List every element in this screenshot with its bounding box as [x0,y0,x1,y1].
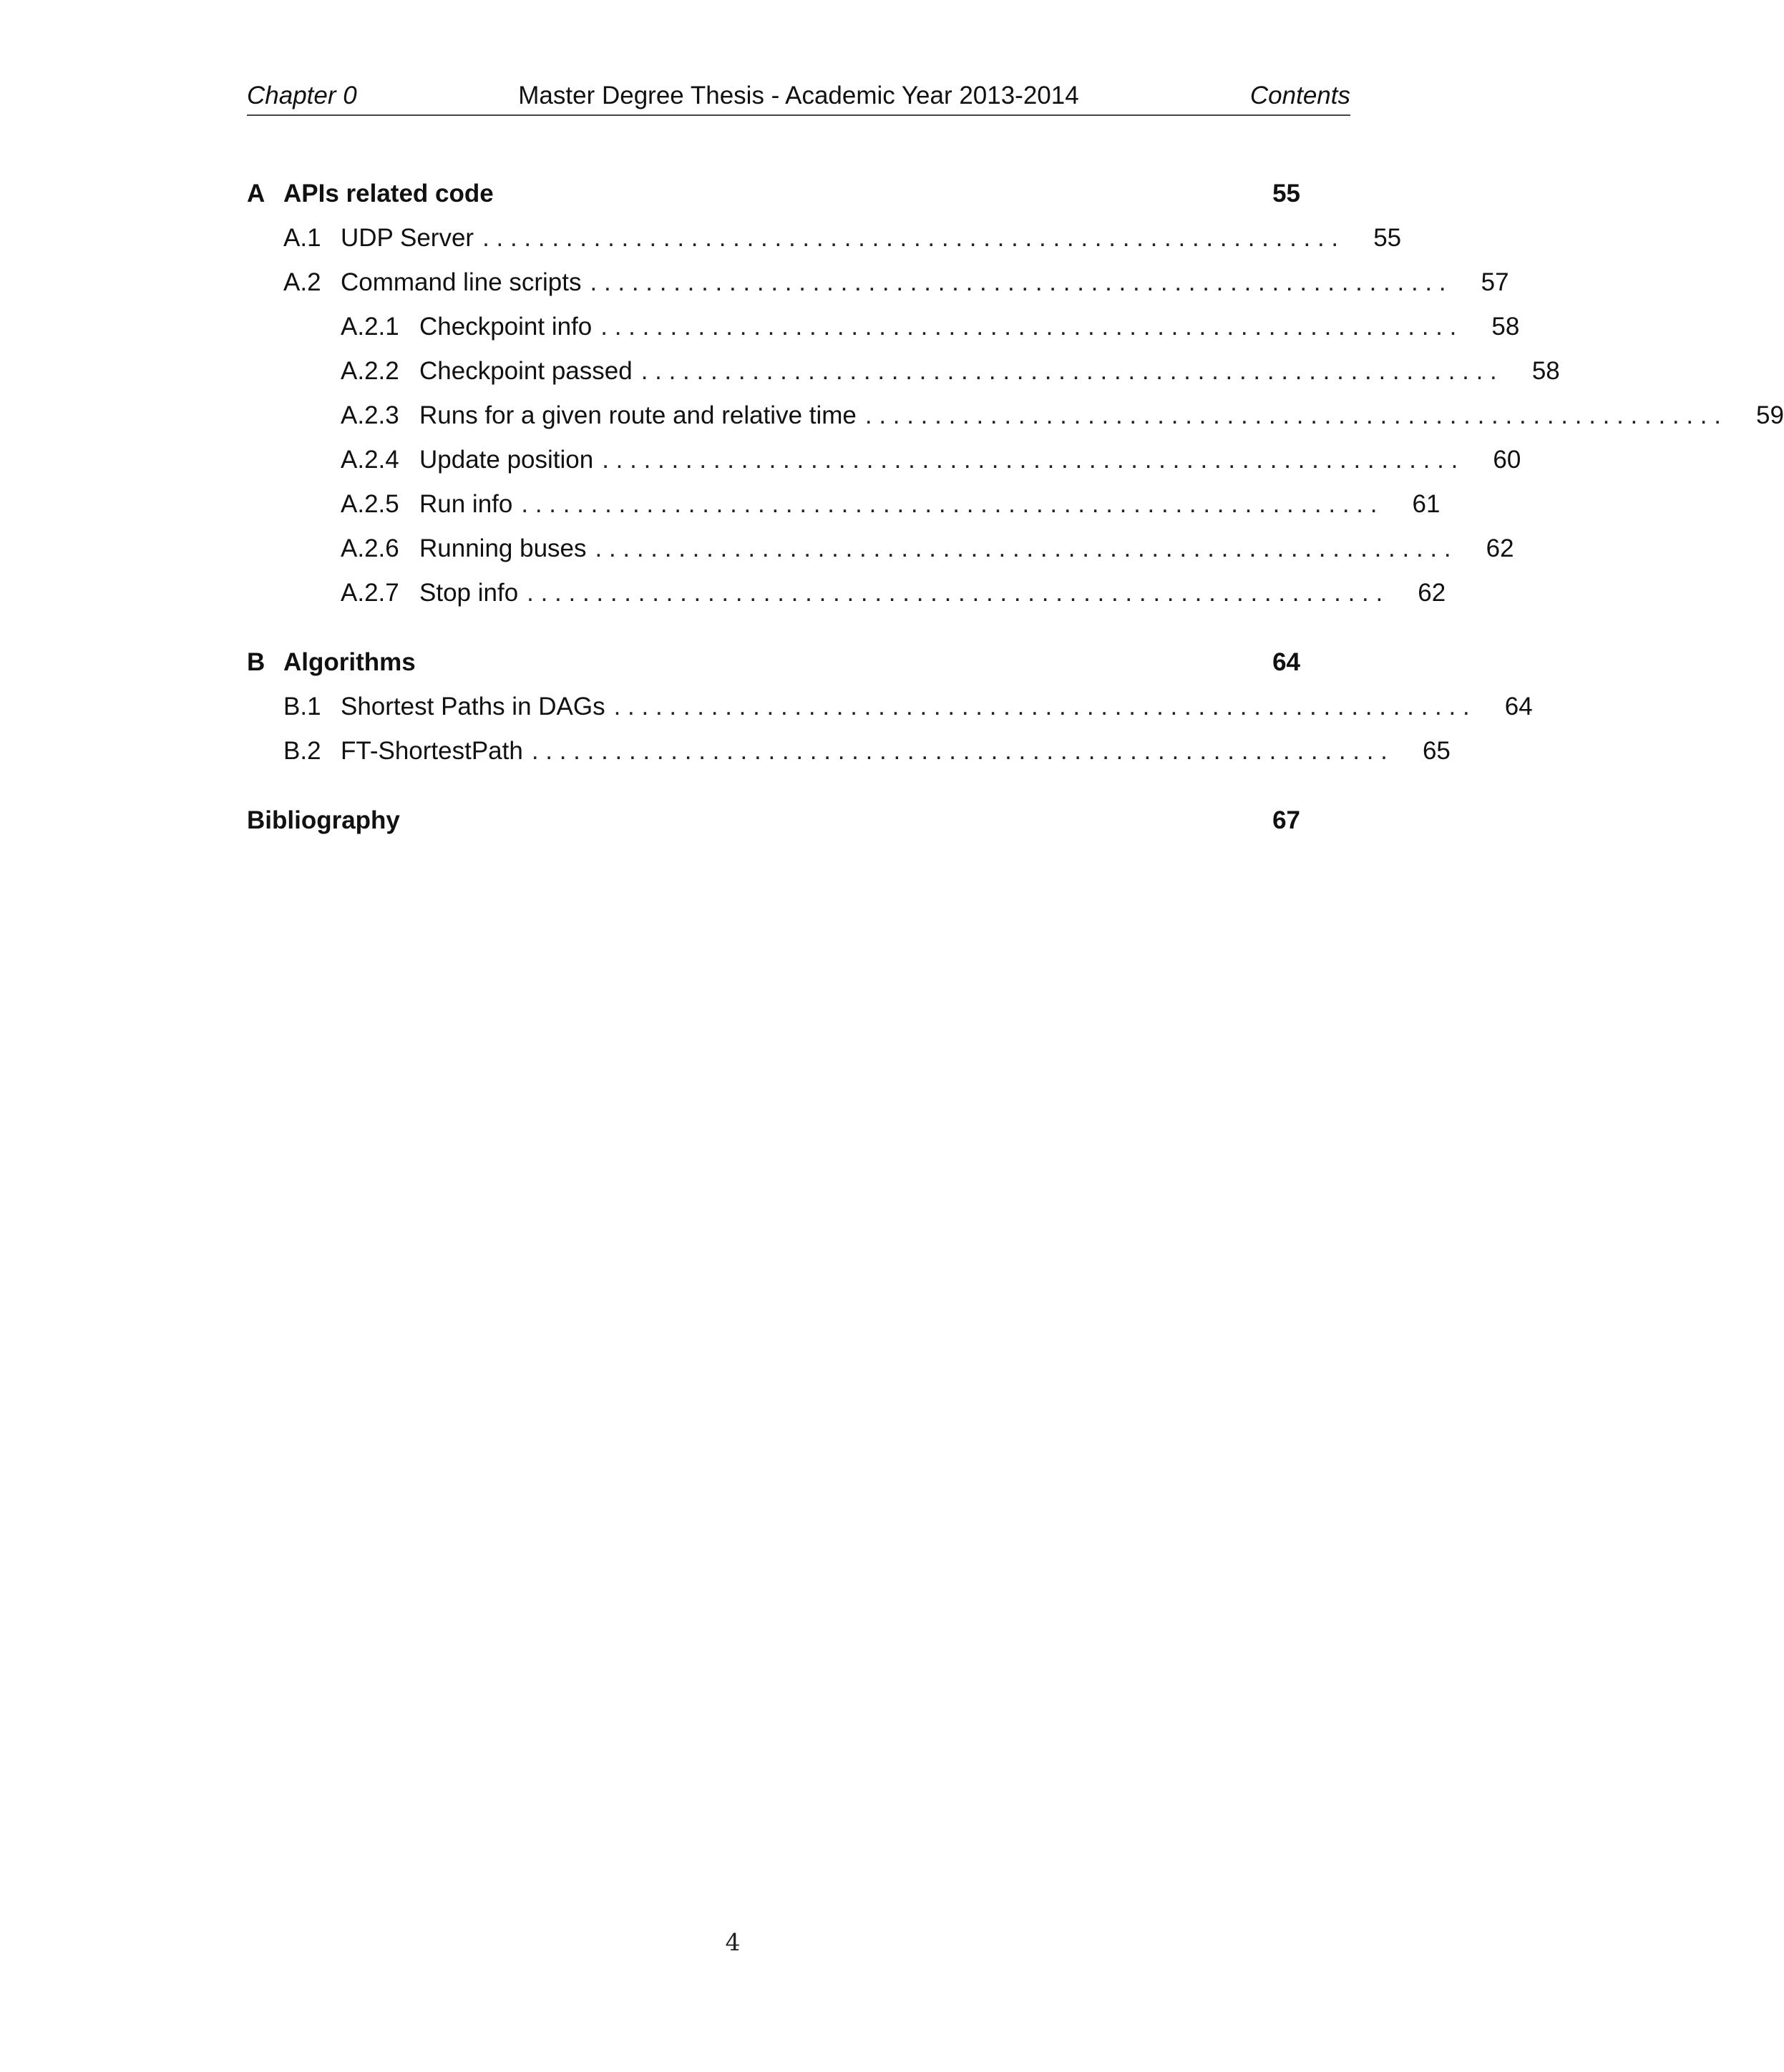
dot-leader: . . . . . . . . . . . . . . . . . . . . . . . . . . . . . . . . . . . . . . . . . . . . . . . . . . . . . . . . . . . . . . [595,534,1451,562]
toc-entry[interactable] [247,571,1446,615]
toc-number: A.2.7 [341,579,399,607]
toc-entry[interactable] [247,216,1402,260]
dot-leader: . . . . . . . . . . . . . . . . . . . . . . . . . . . . . . . . . . . . . . . . . . . . . . . . . . . . . . . . . . . . . . [590,268,1446,296]
toc-title: Checkpoint info [419,313,593,341]
header-thesis-title: Master Degree Thesis - Academic Year 2013-2014 [518,82,1079,109]
toc-page: 58 [1491,313,1520,341]
dot-leader: . . . . . . . . . . . . . . . . . . . . . . . . . . . . . . . . . . . . . . . . . . . . . . . . . . . . . . . . . . . . . . [521,490,1378,518]
dot-leader: . . . . . . . . . . . . . . . . . . . . . . . . . . . . . . . . . . . . . . . . . . . . . . . . . . . . . . . . . . . . . . [864,401,1721,429]
dot-leader: . . . . . . . . . . . . . . . . . . . . . . . . . . . . . . . . . . . . . . . . . . . . . . . . . . . . . . . . . . . . . . [602,446,1458,474]
toc-number: A.2.5 [341,490,399,518]
toc-entry[interactable] [247,640,1300,685]
toc-title: Algorithms [283,648,416,676]
toc-page: 61 [1412,490,1441,518]
toc-entry[interactable] [247,349,1560,394]
header-chapter: Chapter 0 [247,82,357,109]
dot-leader: . . . . . . . . . . . . . . . . . . . . . . . . . . . . . . . . . . . . . . . . . . . . . . . . . . . . . . . . . . . . . . [640,357,1497,385]
toc-page: 62 [1486,534,1514,562]
toc-title: Shortest Paths in DAGs [341,693,605,720]
toc-title: Command line scripts [341,268,582,296]
toc-title: Running buses [419,534,587,562]
toc-number: A.2.6 [341,534,399,562]
toc-entry[interactable] [247,172,1300,216]
toc-page: 55 [1272,180,1300,207]
toc-title: Run info [419,490,513,518]
toc-number: A.2.3 [341,401,399,429]
toc-title: FT-ShortestPath [341,737,523,765]
toc-number: B [247,648,265,676]
table-of-contents [247,172,1784,843]
toc-title: UDP Server [341,224,474,252]
toc-page: 60 [1493,446,1521,474]
dot-leader: . . . . . . . . . . . . . . . . . . . . . . . . . . . . . . . . . . . . . . . . . . . . . . . . . . . . . . . . . . . . . . [531,737,1388,765]
toc-number: A.2.4 [341,446,399,474]
toc-title: Stop info [419,579,519,607]
header-section: Contents [1249,82,1350,109]
toc-entry[interactable] [247,438,1521,482]
toc-entry[interactable] [247,685,1533,729]
toc-page: 64 [1504,693,1533,720]
running-header [247,77,1350,116]
toc-title: Update position [419,446,594,474]
toc-number: B.2 [283,737,321,765]
dot-leader: . . . . . . . . . . . . . . . . . . . . . . . . . . . . . . . . . . . . . . . . . . . . . . . . . . . . . . . . . . . . . . [613,693,1470,720]
dot-leader: . . . . . . . . . . . . . . . . . . . . . . . . . . . . . . . . . . . . . . . . . . . . . . . . . . . . . . . . . . . . . . [600,313,1457,341]
toc-entry[interactable] [247,305,1520,349]
toc-page: 62 [1418,579,1446,607]
dot-leader: . . . . . . . . . . . . . . . . . . . . . . . . . . . . . . . . . . . . . . . . . . . . . . . . . . . . . . . . . . . . . . [482,224,1339,252]
toc-number: A.2.1 [341,313,399,341]
toc-number: A.2.2 [341,357,399,385]
toc-entry[interactable] [247,729,1451,773]
toc-page: 64 [1272,648,1300,676]
toc-page: 58 [1531,357,1560,385]
toc-page: 59 [1756,401,1784,429]
toc-page: 67 [1272,806,1300,834]
toc-number: A.1 [283,224,321,252]
toc-page: 65 [1422,737,1451,765]
toc-title: Checkpoint passed [419,357,633,385]
toc-number: A.2 [283,268,321,296]
toc-entry[interactable] [247,527,1514,571]
toc-page: 57 [1481,268,1509,296]
toc-entry[interactable] [247,798,1300,843]
dot-leader: . . . . . . . . . . . . . . . . . . . . . . . . . . . . . . . . . . . . . . . . . . . . . . . . . . . . . . . . . . . . . . [527,579,1383,607]
toc-entry[interactable] [247,260,1509,305]
toc-number: B.1 [283,693,321,720]
toc-title: Bibliography [247,806,400,834]
toc-entry[interactable] [247,394,1784,438]
toc-entry[interactable] [247,482,1441,527]
toc-title: APIs related code [283,180,494,207]
page-number: 4 [725,1928,741,1956]
toc-page: 55 [1373,224,1402,252]
toc-number: A [247,180,265,207]
toc-title: Runs for a given route and relative time [419,401,857,429]
